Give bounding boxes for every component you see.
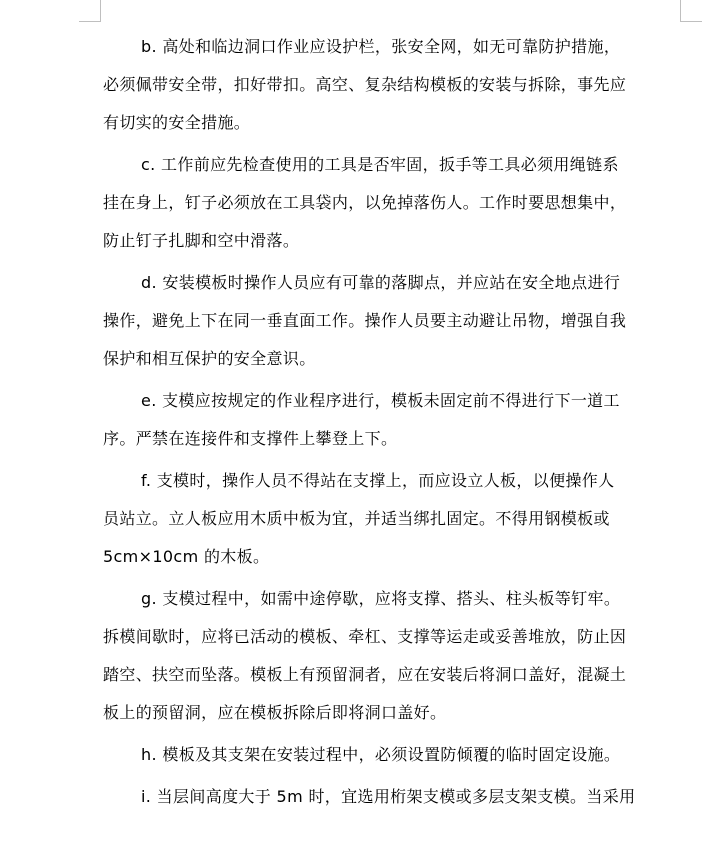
paragraph-line: 操作，避免上下在同一垂直面工作。操作人员要主动避让吊物，增强自我: [103, 311, 627, 330]
paragraph-line: h. 模板及其支架在安装过程中，必须设置防倾覆的临时固定设施。: [141, 745, 621, 764]
paragraph-c: [103, 146, 693, 260]
page-corner-marker-right: [680, 0, 702, 22]
paragraph-line: 序。严禁在连接件和支撑件上攀登上下。: [103, 429, 398, 448]
paragraph-b: [103, 28, 693, 142]
paragraph-line: 有切实的安全措施。: [103, 113, 251, 132]
paragraph-line: i. 当层间高度大于 5m 时，宜选用桁架支模或多层支架支模。当采用: [141, 787, 636, 806]
paragraph-line: 保护和相互保护的安全意识。: [103, 349, 316, 368]
paragraph-line: 拆模间歇时，应将已活动的模板、牵杠、支撑等运走或妥善堆放，防止因: [103, 627, 627, 646]
paragraph-line: f. 支模时，操作人员不得站在支撑上，而应设立人板，以便操作人: [141, 471, 615, 490]
paragraph-g: [103, 580, 693, 732]
paragraph-line: d. 安装模板时操作人员应有可靠的落脚点，并应站在安全地点进行: [141, 273, 621, 292]
paragraph-line: g. 支模过程中，如需中途停歇，应将支撑、搭头、柱头板等钉牢。: [141, 589, 621, 608]
paragraph-line: 防止钉子扎脚和空中滑落。: [103, 231, 300, 250]
paragraph-line: 5cm×10cm 的木板。: [103, 547, 270, 566]
paragraph-line: b. 高处和临边洞口作业应设护栏，张安全网，如无可靠防护措施，: [141, 37, 621, 56]
paragraph-line: 员站立。立人板应用木质中板为宜，并适当绑扎固定。不得用钢模板或: [103, 509, 610, 528]
paragraph-line: 板上的预留洞，应在模板拆除后即将洞口盖好。: [103, 703, 447, 722]
paragraph-line: c. 工作前应先检查使用的工具是否牢固，扳手等工具必须用绳链系: [141, 155, 619, 174]
paragraph-f: [103, 462, 693, 576]
paragraph-i: [103, 778, 693, 816]
paragraph-d: [103, 264, 693, 378]
document-body: [103, 28, 693, 820]
paragraph-line: 踏空、扶空而坠落。模板上有预留洞者，应在安装后将洞口盖好，混凝土: [103, 665, 627, 684]
paragraph-line: 必须佩带安全带，扣好带扣。高空、复杂结构模板的安装与拆除，事先应: [103, 75, 627, 94]
paragraph-line: e. 支模应按规定的作业程序进行，模板未固定前不得进行下一道工: [141, 391, 620, 410]
paragraph-e: [103, 382, 693, 458]
page-corner-marker-left: [79, 0, 101, 22]
paragraph-line: 挂在身上，钉子必须放在工具袋内，以免掉落伤人。工作时要思想集中，: [103, 193, 627, 212]
paragraph-h: [103, 736, 693, 774]
